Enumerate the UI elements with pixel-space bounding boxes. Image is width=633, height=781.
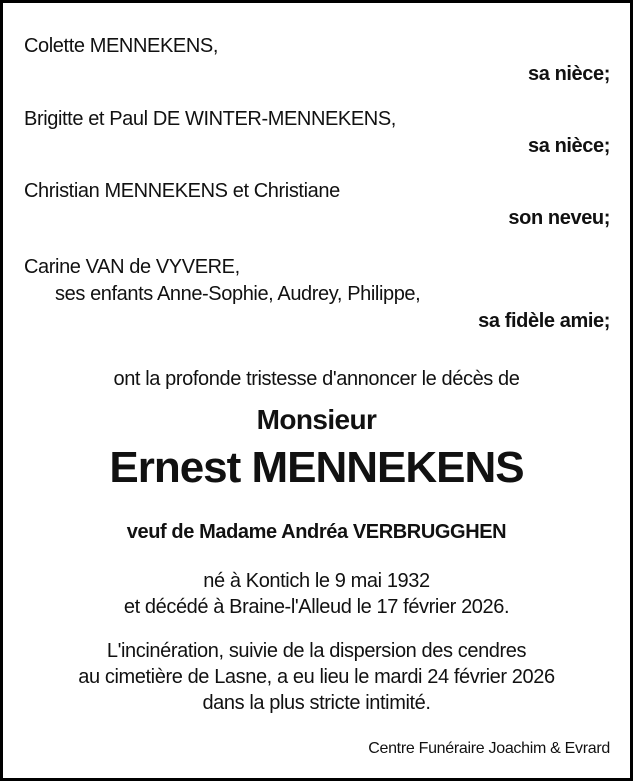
ceremony-line-2: au cimetière de Lasne, a eu lieu le mardi 24 février 2026 <box>78 666 555 688</box>
family-relation-1: sa nièce; <box>527 63 610 85</box>
family-relation-3: son neveu; <box>508 207 610 229</box>
funeral-home: Centre Funéraire Joachim & Evrard <box>368 740 610 757</box>
spouse-line: veuf de Madame Andréa VERBRUGGHEN <box>126 521 507 543</box>
family-relation-2: sa nièce; <box>527 135 610 157</box>
family-name-4: Carine VAN de VYVERE, <box>24 256 240 278</box>
death-line: et décédé à Braine-l'Alleud le 17 février 2026. <box>123 596 510 618</box>
deceased-title: Monsieur <box>256 404 377 435</box>
ceremony-line-3: dans la plus stricte intimité. <box>202 692 431 714</box>
family-children-4: ses enfants Anne-Sophie, Audrey, Philippe, <box>55 283 421 305</box>
deceased-name: Ernest MENNEKENS <box>109 443 524 492</box>
family-name-1: Colette MENNEKENS, <box>24 35 218 57</box>
family-relation-4: sa fidèle amie; <box>478 310 610 332</box>
family-name-2: Brigitte et Paul DE WINTER-MENNEKENS, <box>24 108 396 130</box>
family-name-3: Christian MENNEKENS et Christiane <box>24 180 340 202</box>
ceremony-line-1: L'incinération, suivie de la dispersion des cendres <box>106 640 527 662</box>
announcement-text: ont la profonde tristesse d'annoncer le décès de <box>113 368 520 390</box>
birth-line: né à Kontich le 9 mai 1932 <box>203 570 430 592</box>
